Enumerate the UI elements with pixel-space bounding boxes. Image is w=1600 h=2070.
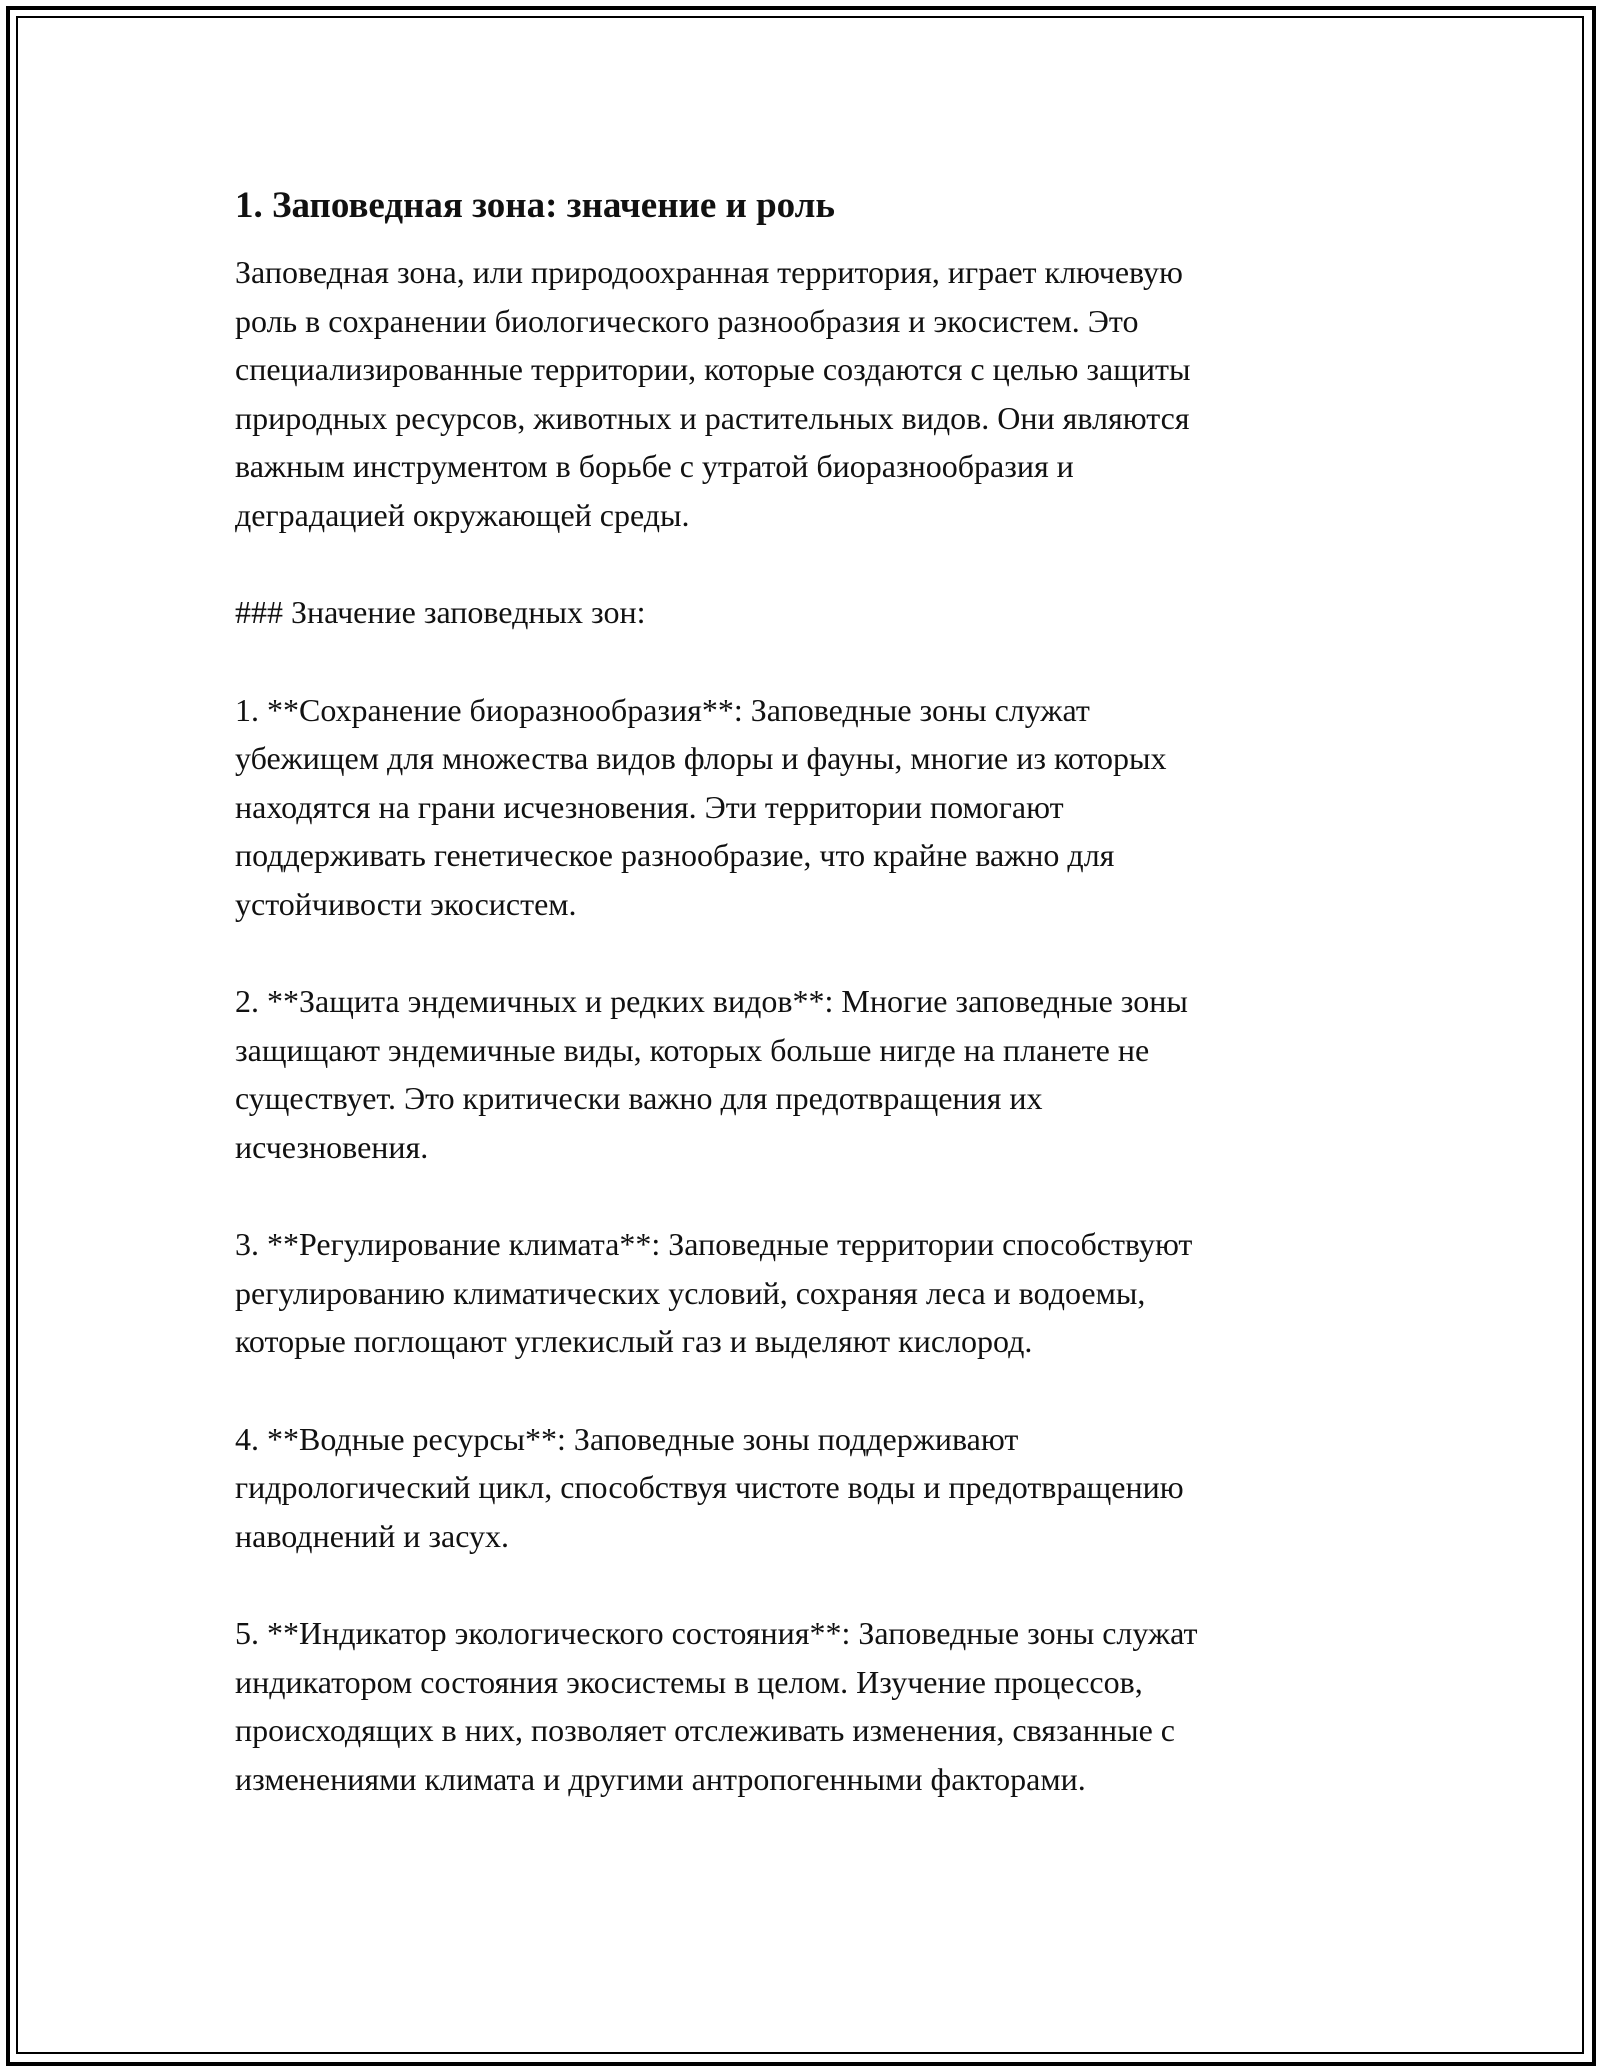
document-title: 1. Заповедная зона: значение и роль xyxy=(235,185,835,226)
section-heading: ### Значение заповедных зон: xyxy=(235,594,646,630)
list-item-ecological-indicator: 5. **Индикатор экологического состояния**: Заповедные зоны служат индикатором состояния экосистемы в целом. Изучение процессов, происходящих в них, позволяет отслеживать изменения, связанные с изменениями климата и другими антропогенными факторами. xyxy=(235,1615,1198,1797)
list-item-endemic-species: 2. **Защита эндемичных и редких видов**: Многие заповедные зоны защищают эндемичные виды, которых больше нигде на планете не существует. Это критически важно для предотвращения их исчезновения. xyxy=(235,983,1188,1165)
document-body xyxy=(235,182,1355,1852)
list-item-biodiversity: 1. **Сохранение биоразнообразия**: Заповедные зоны служат убежищем для множества видов флоры и фауны, многие из которых находятся на грани исчезновения. Эти территории помогают поддерживать генетическое разнообразие, что крайне важно для устойчивости экосистем. xyxy=(235,691,1167,922)
list-item-climate: 3. **Регулирование климата**: Заповедные территории способствуют регулированию климатических условий, сохраняя леса и водоемы, которые поглощают углекислый газ и выделяют кислород. xyxy=(235,1226,1193,1359)
list-item-water-resources: 4. **Водные ресурсы**: Заповедные зоны поддерживают гидрологический цикл, способствуя чистоте воды и предотвращению наводнений и засух. xyxy=(235,1420,1184,1554)
intro-paragraph: Заповедная зона, или природоохранная территория, играет ключевую роль в сохранении биологического разнообразия и экосистем. Это специализированные территории, которые создаются с целью защиты природных ресурсов, животных и растительных видов. Они являются важным инструментом в борьбе с утратой биоразнообразия и деградацией окружающей среды. xyxy=(235,254,1191,533)
